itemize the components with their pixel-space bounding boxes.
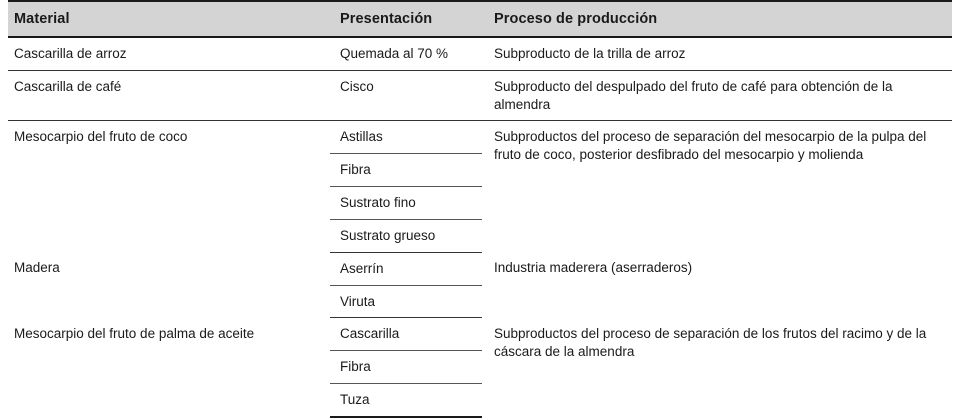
table-body — [8, 37, 952, 417]
table-row — [8, 70, 952, 121]
cell-material: Mesocarpio del fruto de palma de aceite — [14, 325, 255, 341]
cell-material: Madera — [14, 260, 60, 276]
cell-proceso: Subproducto de la trilla de arroz — [482, 37, 952, 70]
cell-material: Cascarilla de arroz — [8, 37, 330, 70]
cell-presentacion: Tuza — [330, 383, 482, 416]
cell-material: Mesocarpio del fruto de coco — [14, 129, 188, 145]
cell-presentacion: Cascarilla — [330, 318, 482, 351]
materials-table — [8, 0, 952, 418]
cell-presentacion: Viruta — [330, 285, 482, 318]
table-row — [8, 252, 952, 285]
column-header-material: Material — [8, 1, 330, 37]
cell-proceso: Industria maderera (aserraderos) — [494, 260, 693, 276]
cell-presentacion: Fibra — [330, 154, 482, 187]
cell-material: Cascarilla de café — [8, 70, 330, 121]
header-row — [8, 1, 952, 37]
table-header — [8, 1, 952, 37]
column-header-presentacion: Presentación — [330, 1, 482, 37]
table-row — [8, 318, 952, 351]
cell-presentacion: Cisco — [330, 70, 482, 121]
cell-presentacion: Aserrín — [330, 252, 482, 285]
cell-presentacion: Fibra — [330, 351, 482, 384]
cell-proceso: Subproductos del proceso de separación del mesocarpio de la pulpa del fruto de coco, posterior desfibrado del mesocarpio y molienda — [494, 129, 927, 163]
column-header-proceso: Proceso de producción — [482, 1, 952, 37]
table-row — [8, 121, 952, 154]
cell-presentacion: Quemada al 70 % — [330, 37, 482, 70]
cell-presentacion: Astillas — [330, 121, 482, 154]
cell-presentacion: Sustrato grueso — [330, 219, 482, 252]
cell-proceso: Subproducto del despulpado del fruto de café para obtención de la almendra — [482, 70, 952, 121]
cell-proceso: Subproductos del proceso de separación de los frutos del racimo y de la cáscara de la almendra — [494, 325, 927, 359]
table-row — [8, 37, 952, 70]
cell-presentacion: Sustrato fino — [330, 187, 482, 220]
